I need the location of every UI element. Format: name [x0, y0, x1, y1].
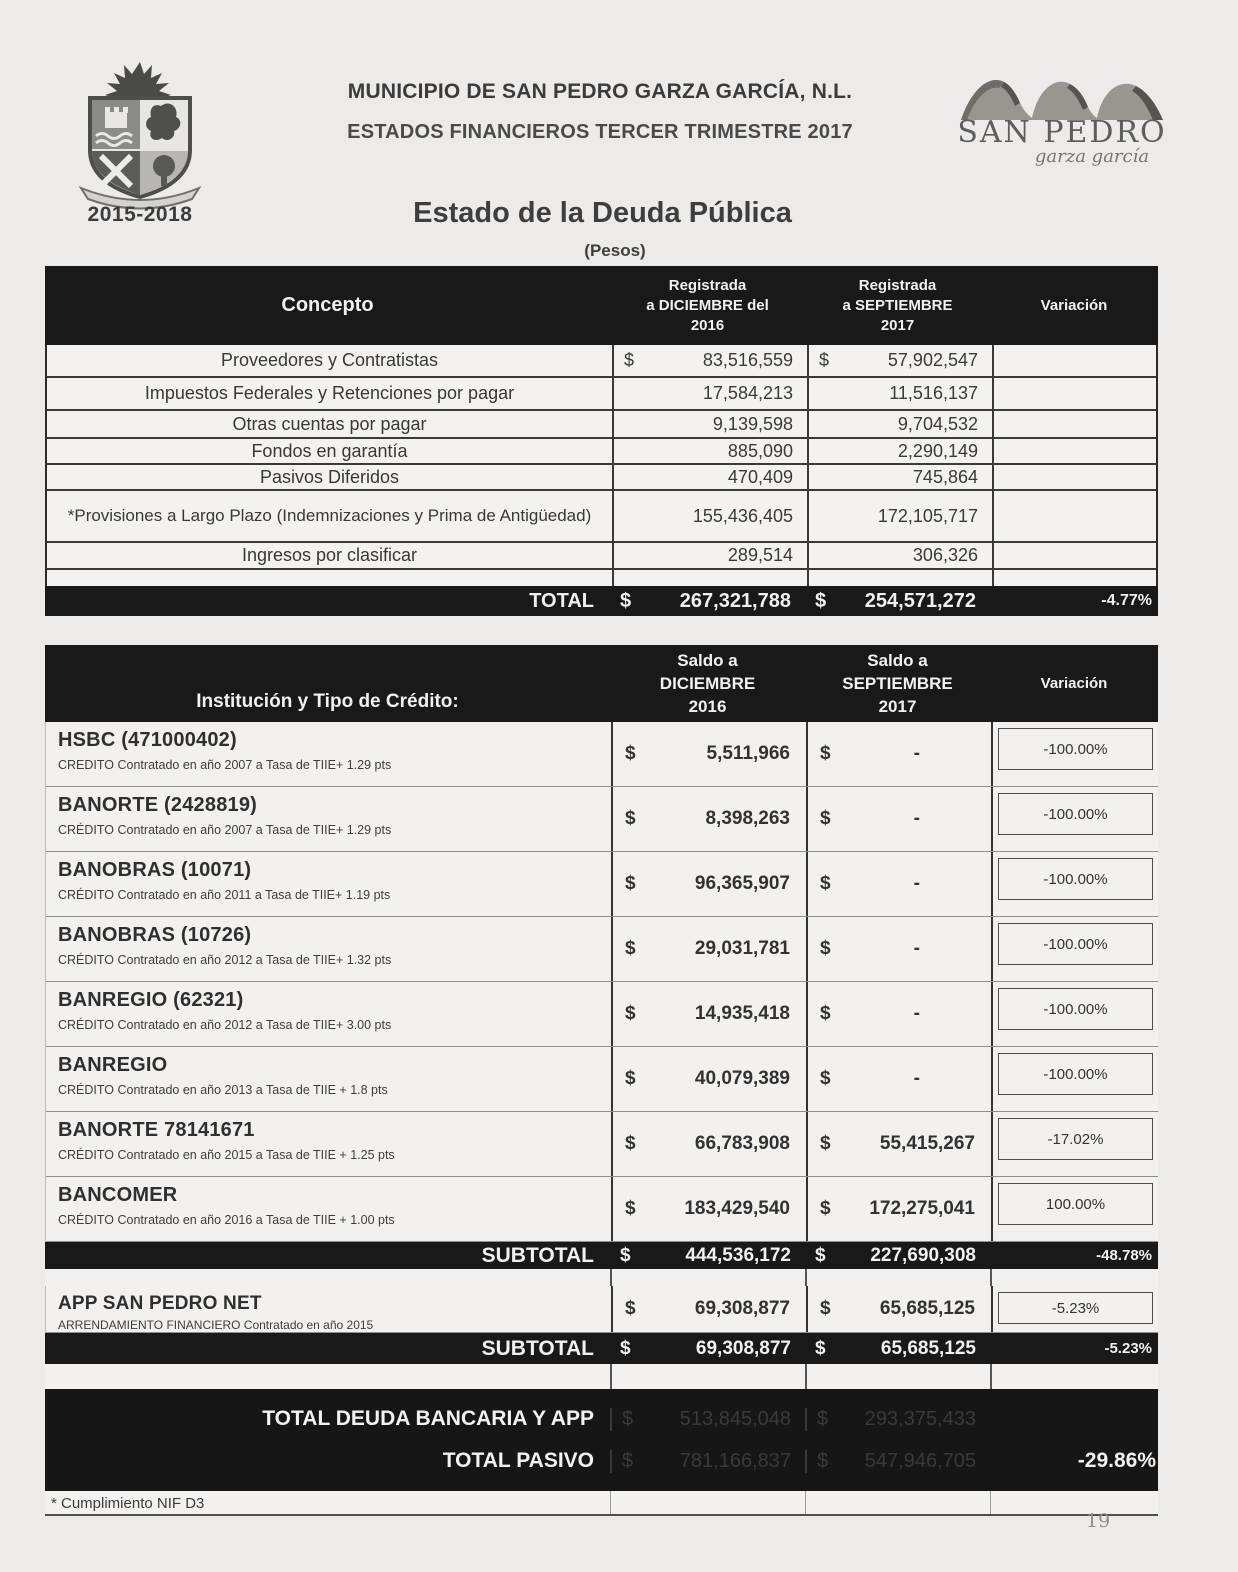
institution-name: BANREGIO — [58, 1054, 168, 1076]
institution-name: HSBC (471000402) — [58, 729, 237, 751]
subtotal-sep-cell: $ 227,690,308 — [815, 1244, 976, 1266]
total-debt-dec-cell: $ 513,845,048 — [610, 1408, 805, 1431]
table-row — [47, 465, 1156, 491]
concepto-cell: Otras cuentas por pagar — [232, 413, 427, 434]
column-header-institution: Institución y Tipo de Crédito: — [196, 691, 459, 712]
amount-sep-cell: 9,704,532 — [807, 411, 992, 437]
saldo-dec-cell: $ 5,511,966 — [611, 722, 806, 786]
saldo-dec-cell: $ 40,079,389 — [611, 1047, 806, 1111]
amount-dec-cell: 289,514 — [612, 543, 807, 568]
institution-name: APP SAN PEDRO NET — [58, 1293, 262, 1314]
page-subtitle: (Pesos) — [584, 241, 646, 260]
institution-cell — [46, 1177, 611, 1241]
saldo-sep-cell: $ - — [806, 787, 991, 851]
total-pasivo-variacion: -29.86% — [1077, 1449, 1156, 1472]
amount-sep-cell: 172,105,717 — [807, 491, 992, 541]
variacion-cell: -100.00% — [991, 787, 1158, 851]
amount-sep-cell: 306,326 — [807, 543, 992, 568]
municipal-coat-of-arms — [64, 62, 216, 217]
credit-description: CRÉDITO Contratado en año 2012 a Tasa de TIIE+ 3.00 pts — [58, 1018, 392, 1032]
variacion-cell — [992, 411, 1156, 437]
column-header-concepto: Concepto — [281, 294, 374, 316]
institution-cell — [46, 1047, 611, 1111]
amount-sep-cell: 745,864 — [807, 465, 992, 489]
subtotal-variacion: -5.23% — [1104, 1340, 1152, 1357]
credit-description: CRÉDITO Contratado en año 2012 a Tasa de TIIE+ 1.32 pts — [58, 953, 392, 967]
variacion-cell: -5.23% — [991, 1286, 1158, 1332]
total-variacion: -4.77% — [1101, 592, 1152, 609]
grand-total-block — [45, 1389, 1158, 1491]
debt-row — [46, 787, 1158, 852]
credit-description: CRÉDITO Contratado en año 2016 a Tasa de TIIE + 1.00 pts — [58, 1213, 395, 1227]
saldo-dec-cell: $ 14,935,418 — [611, 982, 806, 1046]
institution-name: BANREGIO (62321) — [58, 989, 244, 1011]
page-number: 19 — [1086, 1510, 1111, 1532]
saldo-sep-cell: $ - — [806, 1047, 991, 1111]
concepto-cell: Ingresos por clasificar — [241, 545, 418, 565]
variacion-cell — [992, 465, 1156, 489]
column-header-variacion: Variación — [1040, 675, 1108, 692]
document-header — [245, 80, 955, 144]
amount-sep-cell: 2,290,149 — [807, 439, 992, 463]
variacion-cell — [992, 491, 1156, 541]
empty-row — [47, 570, 1156, 586]
debt-row — [46, 1047, 1158, 1112]
footnote-row — [45, 1491, 1158, 1516]
credit-description: CRÉDITO Contratado en año 2015 a Tasa de TIIE + 1.25 pts — [58, 1148, 395, 1162]
debt-row — [46, 722, 1158, 787]
amount-dec-cell: 885,090 — [612, 439, 807, 463]
institution-cell — [46, 722, 611, 786]
payables-header-row — [45, 266, 1158, 345]
institution-name: BANCOMER — [58, 1184, 178, 1206]
total-debt-label: TOTAL DEUDA BANCARIA Y APP — [262, 1407, 594, 1430]
variacion-cell — [992, 439, 1156, 463]
institution-name: BANORTE (2428819) — [58, 794, 258, 816]
subtotal-app-row — [45, 1333, 1158, 1364]
total-pasivo-label: TOTAL PASIVO — [442, 1449, 594, 1472]
variacion-cell — [992, 543, 1156, 568]
institution-name: BANORTE 78141671 — [58, 1119, 255, 1141]
concepto-cell: Impuestos Federales y Retenciones por pagar — [144, 383, 515, 403]
amount-dec-cell: $ 83,516,559 — [612, 345, 807, 376]
debt-table — [45, 645, 1158, 1516]
debt-row — [46, 1286, 1158, 1333]
saldo-sep-cell: $ - — [806, 982, 991, 1046]
variacion-cell: 100.00% — [991, 1177, 1158, 1241]
total-pasivo-row — [45, 1449, 1158, 1473]
column-header-sep-2017: Saldo a SEPTIEMBRE 2017 — [842, 651, 953, 716]
page-title: Estado de la Deuda Pública — [413, 197, 792, 229]
saldo-dec-cell: $ 96,365,907 — [611, 852, 806, 916]
table-row — [47, 345, 1156, 378]
debt-row — [46, 917, 1158, 982]
column-header-dec-2016: Registrada a DICIEMBRE del 2016 — [646, 276, 769, 334]
institution-cell — [46, 917, 611, 981]
debt-row — [46, 1177, 1158, 1242]
logo-name: SAN PEDRO — [957, 115, 1167, 150]
payables-table — [45, 266, 1158, 616]
payables-total-row — [45, 586, 1158, 616]
variacion-cell — [992, 345, 1156, 376]
table-row — [47, 411, 1156, 439]
institution-name: BANOBRAS (10071) — [58, 859, 252, 881]
amount-dec-cell: 9,139,598 — [612, 411, 807, 437]
subtotal-sep-cell: $ 65,685,125 — [815, 1337, 976, 1359]
saldo-sep-cell: $ - — [806, 722, 991, 786]
debt-body — [45, 722, 1158, 1242]
total-pasivo-dec-cell: $ 781,166,837 — [610, 1450, 805, 1473]
san-pedro-logo — [952, 62, 1172, 167]
debt-row — [46, 1112, 1158, 1177]
credit-description: CRÉDITO Contratado en año 2011 a Tasa de TIIE+ 1.19 pts — [58, 888, 391, 902]
empty-cell — [992, 570, 1156, 586]
column-header-dec-2016: Saldo a DICIEMBRE 2016 — [659, 651, 756, 716]
concepto-cell: Pasivos Diferidos — [259, 466, 400, 487]
payables-body — [45, 345, 1158, 586]
saldo-sep-cell: $ 172,275,041 — [806, 1177, 991, 1241]
table-row — [47, 491, 1156, 543]
amount-sep-cell: $ 57,902,547 — [807, 345, 992, 376]
subtotal-label: SUBTOTAL — [481, 1336, 594, 1360]
institution-cell — [46, 787, 611, 851]
variacion-cell: -100.00% — [991, 982, 1158, 1046]
saldo-dec-cell: $ 66,783,908 — [611, 1112, 806, 1176]
logo-tagline: garza garcía — [1034, 146, 1150, 167]
column-header-sep-2017: Registrada a SEPTIEMBRE 2017 — [842, 276, 953, 334]
subtotal-variacion: -48.78% — [1096, 1247, 1152, 1264]
coat-of-arms-icon — [64, 62, 216, 212]
credit-description: CRÉDITO Contratado en año 2013 a Tasa de TIIE + 1.8 pts — [58, 1083, 388, 1097]
debt-header-row — [45, 645, 1158, 722]
total-sep-cell: $ 254,571,272 — [815, 589, 976, 612]
concepto-cell: *Provisiones a Largo Plazo (Indemnizaciones y Prima de Antigüedad) — [67, 506, 592, 525]
variacion-cell: -100.00% — [991, 917, 1158, 981]
empty-cell — [807, 570, 992, 586]
variacion-cell: -17.02% — [991, 1112, 1158, 1176]
institution-cell — [46, 1112, 611, 1176]
amount-dec-cell: 155,436,405 — [612, 491, 807, 541]
institution-cell — [46, 982, 611, 1046]
concepto-cell: Proveedores y Contratistas — [220, 350, 439, 370]
credit-description: ARRENDAMIENTO FINANCIERO Contratado en año 2015 — [58, 1318, 374, 1332]
subtotal-dec-cell: $ 69,308,877 — [620, 1337, 791, 1359]
saldo-sep-cell: $ - — [806, 852, 991, 916]
amount-dec-cell: 470,409 — [612, 465, 807, 489]
variacion-cell: -100.00% — [991, 1047, 1158, 1111]
total-debt-sep-cell: $ 293,375,433 — [805, 1408, 990, 1431]
table-row — [47, 543, 1156, 570]
institution-cell — [46, 1286, 611, 1332]
credit-description: CREDITO Contratado en año 2007 a Tasa de TIIE+ 1.29 pts — [58, 758, 392, 772]
saldo-dec-cell: $ 29,031,781 — [611, 917, 806, 981]
total-label: TOTAL — [529, 589, 594, 612]
debt-row — [46, 982, 1158, 1047]
spacer-row — [45, 1269, 1158, 1286]
total-pasivo-sep-cell: $ 547,946,705 — [805, 1450, 990, 1473]
footnote-text: * Cumplimiento NIF D3 — [51, 1495, 205, 1512]
institution-cell — [46, 852, 611, 916]
table-row — [47, 439, 1156, 465]
administration-term: 2015-2018 — [87, 203, 193, 226]
table-row — [47, 378, 1156, 411]
amount-dec-cell: 17,584,213 — [612, 378, 807, 409]
subtotal-bank-row — [45, 1242, 1158, 1269]
column-header-variacion: Variación — [1040, 297, 1108, 314]
municipality-title: MUNICIPIO DE SAN PEDRO GARZA GARCÍA, N.L. — [347, 80, 853, 103]
variacion-cell: -100.00% — [991, 722, 1158, 786]
saldo-dec-cell: $ 183,429,540 — [611, 1177, 806, 1241]
saldo-sep-cell: $ - — [806, 917, 991, 981]
institution-name: BANOBRAS (10726) — [58, 924, 252, 946]
subtotal-label: SUBTOTAL — [481, 1243, 594, 1267]
spacer-row — [45, 1364, 1158, 1389]
saldo-sep-cell: $ 65,685,125 — [806, 1286, 991, 1332]
concepto-cell: Fondos en garantía — [251, 440, 408, 461]
report-title: ESTADOS FINANCIEROS TERCER TRIMESTRE 2017 — [347, 121, 853, 143]
amount-sep-cell: 11,516,137 — [807, 378, 992, 409]
app-body — [45, 1286, 1158, 1333]
saldo-dec-cell: $ 8,398,263 — [611, 787, 806, 851]
variacion-cell — [992, 378, 1156, 409]
total-dec-cell: $ 267,321,788 — [620, 589, 791, 612]
saldo-dec-cell: $ 69,308,877 — [611, 1286, 806, 1332]
empty-cell — [612, 570, 807, 586]
total-debt-row — [45, 1407, 1158, 1431]
credit-description: CRÉDITO Contratado en año 2007 a Tasa de TIIE+ 1.29 pts — [58, 823, 392, 837]
variacion-cell: -100.00% — [991, 852, 1158, 916]
subtotal-dec-cell: $ 444,536,172 — [620, 1244, 791, 1266]
saldo-sep-cell: $ 55,415,267 — [806, 1112, 991, 1176]
debt-row — [46, 852, 1158, 917]
